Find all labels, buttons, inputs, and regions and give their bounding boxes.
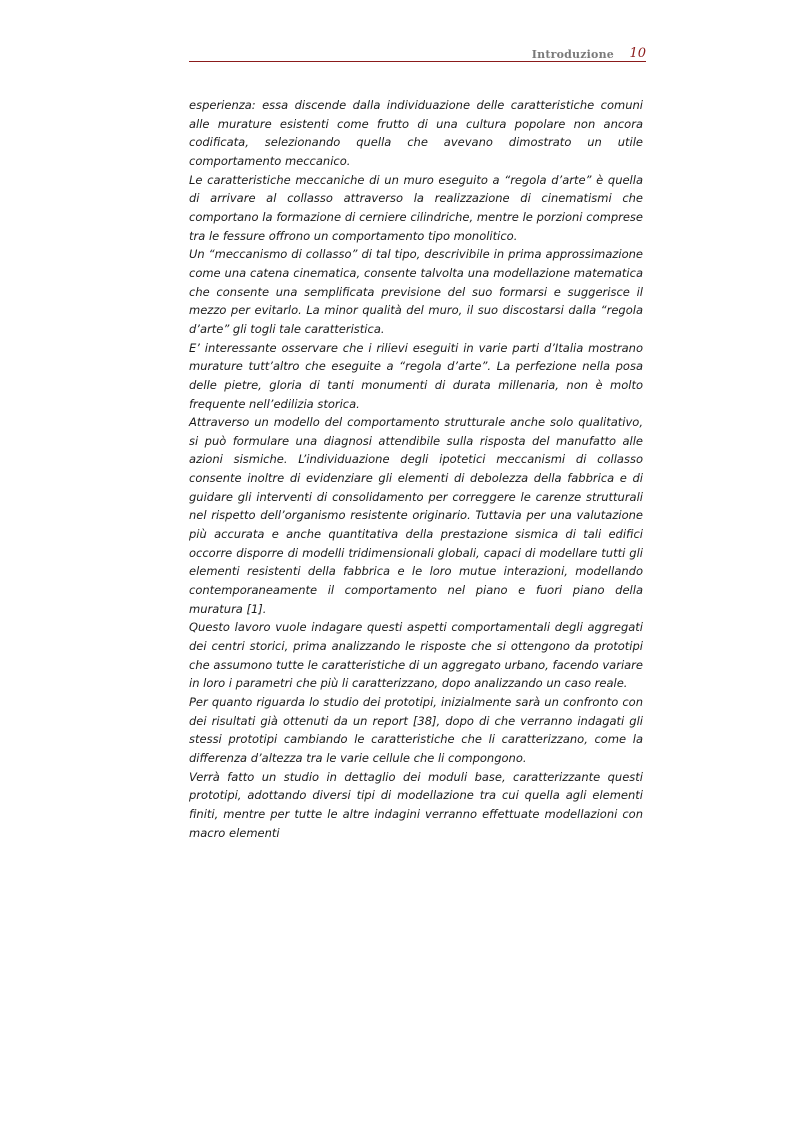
paragraph: Attraverso un modello del comportamento strutturale anche solo qualitativo, si può formulare una diagnosi attendibile sulla risposta del manufatto alle azioni sismiche. L’individuazione degli ipotetici meccanismi di collasso consente inoltre di evidenziare gli elementi di debolezza della fabbrica e di guidare gli interventi di consolidamento per correggere le carenze strutturali nel rispetto dell’organismo resistente originario. Tuttavia per una valutazione più accurata e anche quantitativa della prestazione sismica di tali edifici occorre disporre di modelli tridimensionali globali, capaci di modellare tutti gli elementi resistenti della fabbrica e le loro mutue interazioni, modellando contemporaneamente il comportamento nel piano e fuori piano della muratura [1].	[189, 415, 643, 616]
paragraph: Un “meccanismo di collasso” di tal tipo, descrivibile in prima approssimazione come una catena cinematica, consente talvolta una modellazione matematica che consente una semplificata previsione del suo formarsi e suggerisce il mezzo per evitarlo. La minor qualità del muro, il suo discostarsi dalla “regola d’arte” gli togli tale caratteristica.	[189, 247, 643, 336]
page-number: 10	[629, 46, 646, 61]
header-divider	[189, 61, 646, 62]
paragraph: Verrà fatto un studio in dettaglio dei moduli base, caratterizzante questi prototipi, adottando diversi tipi di modellazione tra cui quella agli elementi finiti, mentre per tutte le altre indagini verranno effettuate modellazioni con macro elementi	[189, 769, 643, 840]
chapter-title: Introduzione	[531, 48, 614, 61]
body-text	[189, 96, 643, 842]
paragraph: esperienza: essa discende dalla individuazione delle caratteristiche comuni alle murature esistenti come frutto di una cultura popolare non ancora codificata, selezionando quella che avevano dimostrato un utile comportamento meccanico.	[189, 98, 643, 168]
paragraph: E’ interessante osservare che i rilievi eseguiti in varie parti d’Italia mostrano murature tutt’altro che eseguite a “regola d’arte”. La perfezione nella posa delle pietre, gloria di tanti monumenti di durata millenaria, non è molto frequente nell’edilizia storica.	[189, 340, 643, 411]
paragraph: Questo lavoro vuole indagare questi aspetti comportamentali degli aggregati dei centri storici, prima analizzando le risposte che si ottengono da prototipi che assumono tutte le caratteristiche di un aggregato urbano, facendo variare in loro i parametri che più li caratterizzano, dopo analizzando un caso reale.	[189, 620, 643, 691]
paragraph: Le caratteristiche meccaniche di un muro eseguito a “regola d’arte” è quella di arrivare al collasso attraverso la realizzazione di cinematismi che comportano la formazione di cerniere cilindriche, mentre le porzioni comprese tra le fessure offrono un comportamento tipo monolitico.	[189, 172, 643, 243]
paragraph: Per quanto riguarda lo studio dei prototipi, inizialmente sarà un confronto con dei risultati già ottenuti da un report [38], dopo di che verranno indagati gli stessi prototipi cambiando le caratteristiche che li caratterizzano, come la differenza d’altezza tra le varie cellule che li compongono.	[189, 695, 643, 765]
